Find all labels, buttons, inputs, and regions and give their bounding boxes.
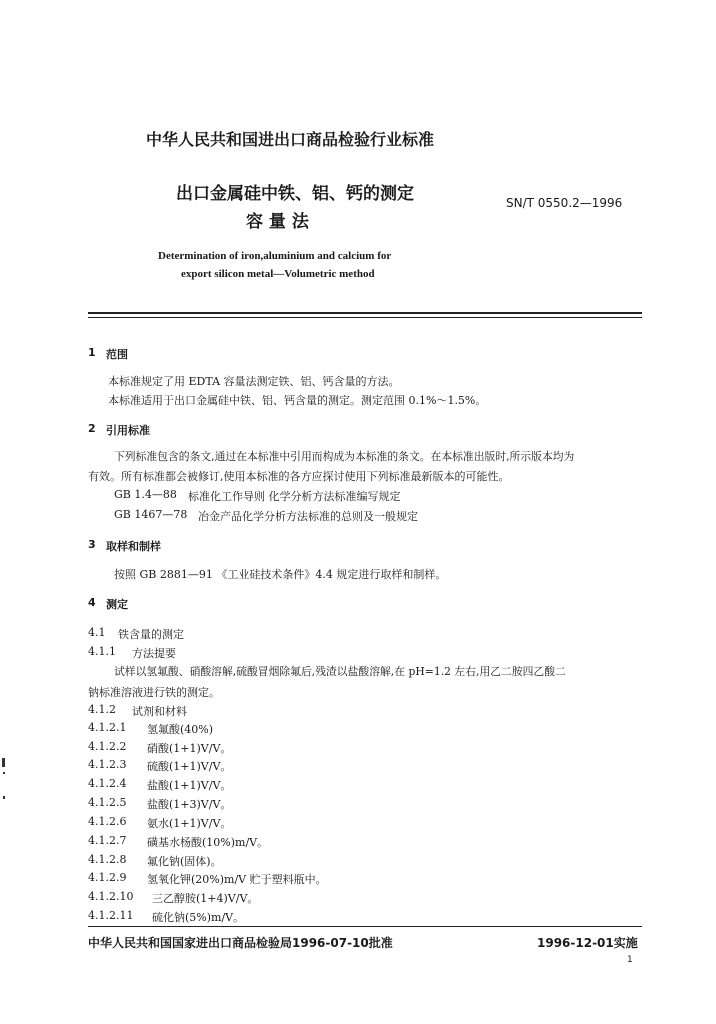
reagent-number: 4.1.2.7: [88, 834, 127, 847]
scan-mark: [3, 796, 5, 799]
footer-rule: [88, 926, 642, 927]
principle-line-2: 钠标准溶液进行铁的测定。: [88, 686, 220, 699]
section-4-title: 测定: [106, 598, 128, 611]
reference-1-code: GB 1.4—88: [114, 488, 177, 501]
principle-line-1: 试样以氢氟酸、硝酸溶解,硫酸冒烟除氟后,残渣以盐酸溶解,在 pH=1.2 左右,用乙二胺四乙酸二: [114, 665, 566, 678]
section-2-title: 引用标准: [106, 424, 150, 437]
reagent-text: 氨水(1+1)V/V。: [147, 817, 232, 830]
header-rule-thin: [88, 317, 642, 318]
reagent-number: 4.1.2.6: [88, 815, 127, 828]
reagent-text: 硫酸(1+1)V/V。: [147, 760, 232, 773]
header-rule-thick: [88, 312, 642, 314]
reagent-number: 4.1.2.5: [88, 796, 127, 809]
reagent-number: 4.1.2.3: [88, 758, 127, 771]
reagent-text: 氢氧化钾(20%)m/V 贮于塑料瓶中。: [147, 873, 327, 886]
reagent-number: 4.1.2.9: [88, 871, 127, 884]
scan-mark: [2, 758, 5, 767]
section-3-paragraph: 按照 GB 2881—91 《工业硅技术条件》4.4 规定进行取样和制样。: [114, 568, 447, 581]
document-subtitle: 容 量 法: [246, 212, 309, 232]
section-3-number: 3: [88, 538, 96, 551]
page-number: 1: [627, 955, 633, 965]
clause-4-1-1-number: 4.1.1: [88, 645, 116, 658]
section-1-number: 1: [88, 346, 96, 359]
english-title-line1: Determination of iron,aluminium and calcium for: [158, 250, 392, 262]
reagent-text: 三乙醇胺(1+4)V/V。: [152, 892, 259, 905]
reagent-number: 4.1.2.8: [88, 853, 127, 866]
section-3-title: 取样和制样: [106, 540, 161, 553]
implementation-date: 1996-12-01实施: [537, 936, 638, 950]
reagent-text: 盐酸(1+3)V/V。: [147, 798, 232, 811]
reagent-text: 硝酸(1+1)V/V。: [147, 742, 232, 755]
reagent-number: 4.1.2.11: [88, 909, 134, 922]
section-1-paragraph-1: 本标准规定了用 EDTA 容量法测定铁、铝、钙含量的方法。: [108, 375, 400, 388]
standard-number: SN/T 0550.2—1996: [506, 196, 623, 210]
reagent-text: 氢氟酸(40%): [147, 723, 214, 736]
reagent-number: 4.1.2.4: [88, 777, 127, 790]
clause-4-1-2-title: 试剂和材料: [132, 705, 187, 718]
reagent-text: 硫化钠(5%)m/V。: [152, 911, 245, 924]
clause-4-1-2-number: 4.1.2: [88, 703, 116, 716]
scan-mark: [3, 772, 5, 774]
clause-4-1-title: 铁含量的测定: [118, 628, 184, 641]
reagent-number: 4.1.2.10: [88, 890, 134, 903]
section-1-title: 范围: [106, 348, 128, 361]
approval-statement: 中华人民共和国国家进出口商品检验局1996-07-10批准: [88, 936, 393, 950]
reference-2-code: GB 1467—78: [114, 508, 188, 521]
english-title-line2: export silicon metal—Volumetric method: [181, 268, 375, 280]
reference-1-title: 标准化工作导则 化学分析方法标准编写规定: [188, 490, 401, 503]
reagent-text: 磺基水杨酸(10%)m/V。: [147, 836, 269, 849]
clause-4-1-number: 4.1: [88, 626, 106, 639]
section-1-paragraph-2: 本标准适用于出口金属硅中铁、铝、钙含量的测定。测定范围 0.1%～1.5%。: [108, 394, 487, 407]
reagent-number: 4.1.2.1: [88, 721, 127, 734]
section-2-number: 2: [88, 422, 96, 435]
document-title: 出口金属硅中铁、铝、钙的测定: [176, 184, 414, 204]
section-2-paragraph-line-1: 下列标准包含的条文,通过在本标准中引用而构成为本标准的条文。在本标准出版时,所示版本均为: [114, 450, 575, 463]
issuing-authority: 中华人民共和国进出口商品检验行业标准: [146, 130, 435, 149]
reagent-number: 4.1.2.2: [88, 740, 127, 753]
reference-2-title: 冶金产品化学分析方法标准的总则及一般规定: [198, 510, 418, 523]
section-4-number: 4: [88, 596, 96, 609]
reagent-text: 氟化钠(固体)。: [147, 855, 222, 868]
reagent-text: 盐酸(1+1)V/V。: [147, 779, 232, 792]
clause-4-1-1-title: 方法提要: [132, 647, 176, 660]
section-2-paragraph-line-2: 有效。所有标准都会被修订,使用本标准的各方应探讨使用下列标准最新版本的可能性。: [88, 470, 510, 483]
